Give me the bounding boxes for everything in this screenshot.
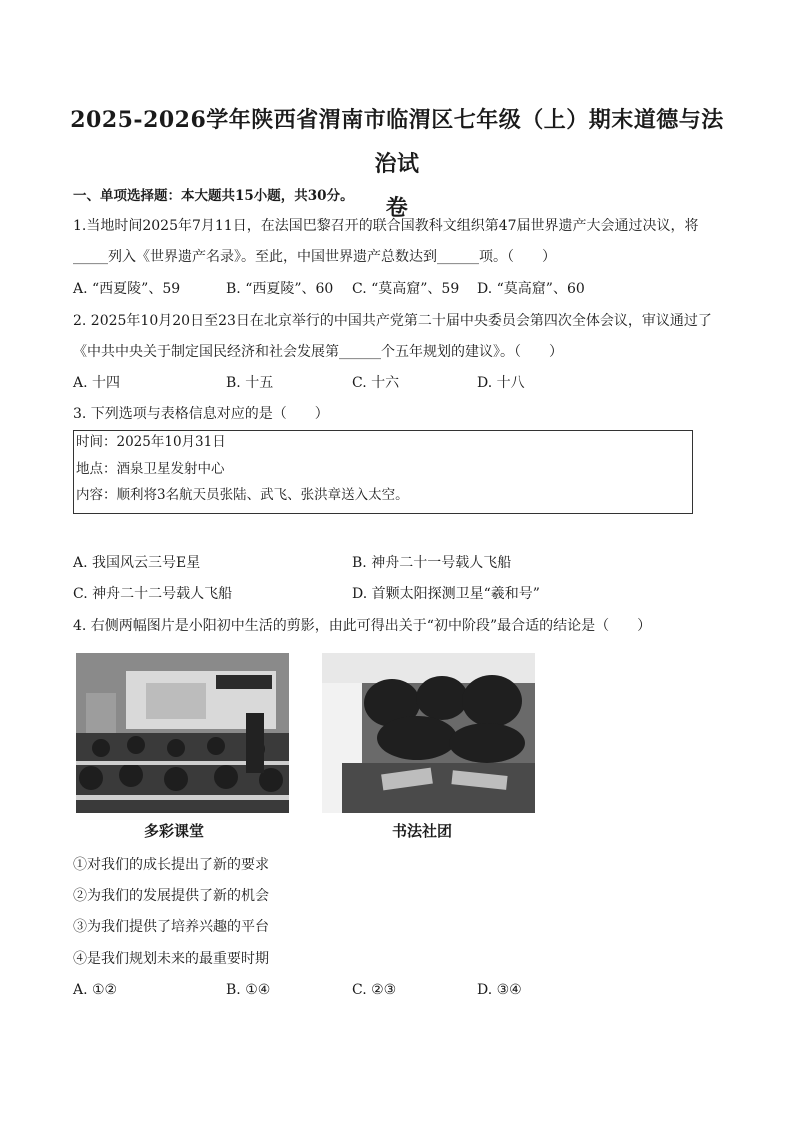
q4-statement-1: ①对我们的成长提出了新的要求 bbox=[73, 857, 269, 873]
q3-option-b: B. 神舟二十一号载人飞船 bbox=[352, 555, 512, 571]
q4-option-a: A. ①② bbox=[73, 982, 118, 998]
calligraphy-caption: 书法社团 bbox=[392, 822, 453, 840]
q2-stem-line2: 《中共中央关于制定国民经济和社会发展第______个五年规划的建议》。（ ） bbox=[73, 344, 563, 360]
q2-option-a: A. 十四 bbox=[73, 375, 121, 391]
q3-info-content: 内容：顺利将3名航天员张陆、武飞、张洪章送入太空。 bbox=[76, 487, 409, 503]
q1-stem-line2: _____列入《世界遗产名录》。至此，中国世界遗产总数达到______项。（ ） bbox=[73, 249, 556, 265]
classroom-photo bbox=[76, 653, 289, 813]
classroom-caption: 多彩课堂 bbox=[144, 822, 205, 840]
q2-stem-line1: 2. 2025年10月20日至23日在北京举行的中国共产党第二十届中央委员会第四次全体会议，审议通过了 bbox=[73, 313, 712, 329]
q4-option-d: D. ③④ bbox=[477, 982, 522, 998]
title-line-1: 2025-2026学年陕西省渭南市临渭区七年级（上）期末道德与法治试 bbox=[70, 107, 724, 177]
q1-stem-line1: 1.当地时间2025年7月11日，在法国巴黎召开的联合国教科文组织第47届世界遗产大会通过决议，将 bbox=[73, 218, 699, 234]
section-heading: 一、单项选择题：本大题共15小题，共30分。 bbox=[73, 188, 354, 204]
q3-info-table bbox=[73, 430, 693, 514]
q3-option-c: C. 神舟二十二号载人飞船 bbox=[73, 586, 233, 602]
q1-option-d: D. “莫高窟”、60 bbox=[477, 281, 585, 297]
q4-statement-2: ②为我们的发展提供了新的机会 bbox=[73, 888, 269, 904]
q1-option-b: B. “西夏陵”、60 bbox=[226, 281, 334, 297]
q2-option-b: B. 十五 bbox=[226, 375, 274, 391]
q4-stem: 4. 右侧两幅图片是小阳初中生活的剪影，由此可得出关于“初中阶段”最合适的结论是（ ） bbox=[73, 618, 652, 634]
title-line-2: 卷 bbox=[385, 195, 409, 221]
q2-option-c: C. 十六 bbox=[352, 375, 400, 391]
q3-option-a: A. 我国风云三号E星 bbox=[73, 555, 201, 571]
q3-info-time: 时间：2025年10月31日 bbox=[76, 434, 226, 450]
q1-option-a: A. “西夏陵”、59 bbox=[73, 281, 181, 297]
q4-statement-4: ④是我们规划未来的最重要时期 bbox=[73, 951, 269, 967]
q3-info-place: 地点：酒泉卫星发射中心 bbox=[76, 461, 225, 477]
q4-option-b: B. ①④ bbox=[226, 982, 271, 998]
q4-statement-3: ③为我们提供了培养兴趣的平台 bbox=[73, 919, 269, 935]
q1-option-c: C. “莫高窟”、59 bbox=[352, 281, 460, 297]
q3-option-d: D. 首颗太阳探测卫星“羲和号” bbox=[352, 586, 540, 602]
q3-stem: 3. 下列选项与表格信息对应的是（ ） bbox=[73, 406, 329, 422]
exam-title bbox=[60, 98, 734, 230]
q2-option-d: D. 十八 bbox=[477, 375, 525, 391]
q4-option-c: C. ②③ bbox=[352, 982, 397, 998]
calligraphy-photo bbox=[322, 653, 535, 813]
